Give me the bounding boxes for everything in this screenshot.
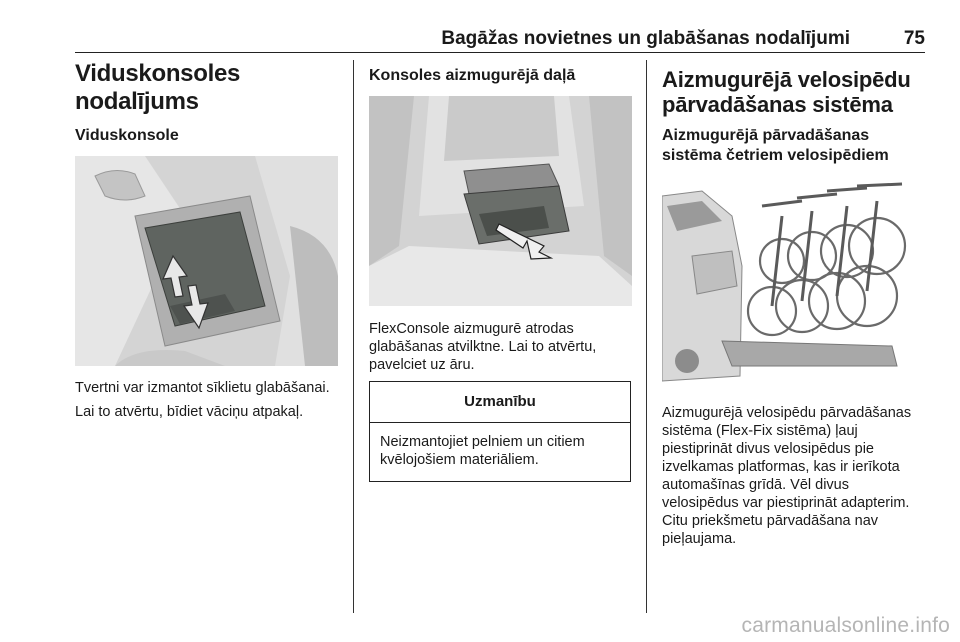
- column-bicycle-carrier: [662, 60, 925, 548]
- column-divider: [353, 60, 354, 613]
- section-title: Viduskonsoles nodalījums: [75, 60, 241, 115]
- console-drawing-icon: [75, 156, 338, 366]
- rear-console-drawer-illustration: [369, 96, 632, 306]
- watermark: carmanualsonline.info: [741, 614, 950, 637]
- center-console-illustration: [75, 156, 338, 366]
- bicycle-carrier-illustration: [662, 176, 925, 386]
- column-rear-console: [369, 60, 632, 482]
- bicycle-carrier-drawing-icon: [662, 176, 925, 386]
- column-center-console: [75, 60, 338, 421]
- drawer-drawing-icon: [369, 96, 632, 306]
- notice-text: Neizmantojiet pelniem un citiem kvēlojošiem materiāliem.: [380, 434, 585, 468]
- page-header: [75, 24, 925, 53]
- subheading: Aizmugurējā pārvadāšanas sistēma četriem velosipēdiem: [662, 127, 889, 164]
- paragraph: Tvertni var izmantot sīklietu glabāšanai.: [75, 380, 330, 396]
- paragraph: Aizmugurējā velosipēdu pārvadāšanas sistēma (Flex-Fix sistēma) ļauj piestiprināt divus velosipēdus pie izvelkamas platformas, kas ir ierīkota automašīnas grīdā. Vēl divus velosipēdus var piestiprināt adapterim. Citu priekšmetu pārvadāšana nav pieļaujama.: [662, 405, 912, 547]
- section-title: Aizmugurējā velosipēdu pārvadāšanas sistēma: [662, 67, 911, 117]
- header-title: Bagāžas novietnes un glabāšanas nodalījumi: [441, 28, 850, 49]
- paragraph: Lai to atvērtu, bīdiet vāciņu atpakaļ.: [75, 404, 304, 420]
- notice-title: Uzmanību: [370, 382, 630, 423]
- subheading: Viduskonsole: [75, 127, 179, 144]
- column-divider: [646, 60, 647, 613]
- caution-notice: [369, 381, 631, 482]
- page-number: 75: [903, 28, 925, 49]
- paragraph: FlexConsole aizmugurē atrodas glabāšanas atvilktne. Lai to atvērtu, pavelciet uz āru.: [369, 321, 597, 373]
- subheading: Konsoles aizmugurējā daļā: [369, 67, 576, 84]
